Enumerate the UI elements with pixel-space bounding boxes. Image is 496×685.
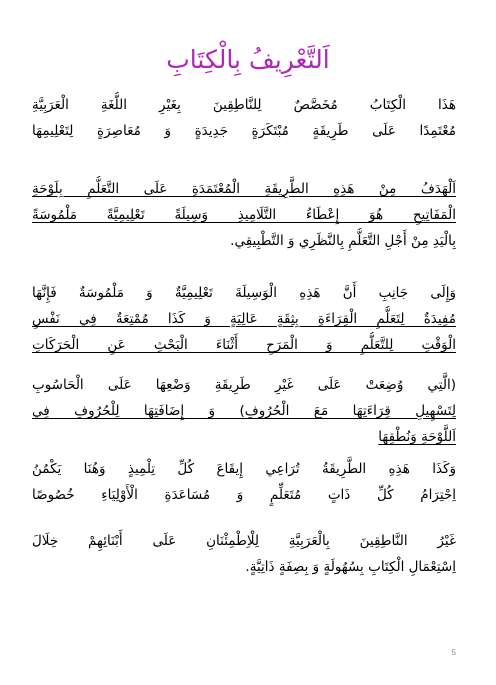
paragraph-line: اَلْهَدَفُ مِنْ هَذِهِ الطَّرِيقَةِ الْمُعْتَمَدَةِ عَلَى التَّعَلُّمِ بِلَوْحَةِ (32, 181, 456, 197)
paragraph-5 (32, 456, 456, 508)
paragraph-line: اَللَّوْحَةِ وَنُطْقِهَا (378, 429, 456, 445)
paragraph-line: هَذَا الْكِتَابُ مُخَصَّصٌ لِلنَّاطِقِينَ بِغَيْرِ اللُّغَةِ الْعَرَبِيَّةِ (32, 97, 456, 113)
paragraph-line: مُعْتَمِدًا عَلَى طَرِيقَةٍ مُبْتَكَرَةٍ جَدِيدَةٍ وَ مُعَاصِرَةٍ لِتَعْلِيمِهَا (32, 123, 456, 139)
page-number: 5 (451, 648, 456, 657)
paragraph-line: وَكَذَا هَذِهِ الطَّرِيقَةُ تُرَاعِي إِيقَاعَ كُلِّ تِلْمِيذٍ وَهُنَا يَكْمُنُ (32, 461, 456, 477)
paragraph-line: لِتَسْهِيلِ قِرَاءَتِهَا مَعَ الْحُرُوفِ) وَ إِضَافَتِهَا لِلْحُرُوفِ فِي (32, 403, 456, 419)
paragraph-line: غَيْرُ النَّاطِقِينَ بِالْعَرَبِيَّةِ لِلْاِطْمِئْنَانِ عَلَى أَبْنَائِهِمْ خِلَالَ (32, 533, 456, 549)
paragraph-line: الْمَفَاتِيحِ هُوَ إِعْطَاءُ التَّلَامِيذِ وَسِيلَةً تَعْلِيمِيَّةً مَلْمُوسَةً (32, 207, 456, 223)
page-title: اَلتَّعْرِيفُ بِالْكِتَابِ (166, 45, 330, 74)
paragraph-3 (32, 280, 456, 358)
paragraph-line: (الَّتِي وُضِعَتْ عَلَى غَيْرِ طَرِيقَةِ وَضْعِهَا عَلَى الْحَاسُوبِ (32, 377, 456, 393)
paragraph-line: اِحْتِرَامُ كُلِّ ذَاتٍ مُتَعَلِّمٍ وَ مُسَاعَدَةِ الْأَوْلِيَاءِ خُصُوصًا (32, 487, 456, 503)
paragraph-4 (32, 372, 456, 450)
paragraph-1 (32, 92, 456, 144)
paragraph-line: وَإِلَى جَانِبِ أَنَّ هَذِهِ الْوَسِيلَةَ تَعْلِيمِيَّةٌ وَ مَلْمُوسَةٌ فَإِنَّهَا (32, 285, 456, 301)
paragraph-line: اِسْتِعْمَالِ الْكِتَابِ بِسُهُولَةٍ وَ بِصِفَةٍ ذَاتِيَّةٍ. (245, 559, 456, 575)
paragraph-line: بِالْيَدِ مِنْ أَجْلِ التَّعَلُّمِ بِالنَّظَرِي وَ التَّطْبِيقِي. (230, 233, 456, 249)
paragraph-6 (32, 528, 456, 580)
paragraph-line: مُفِيدَةٌ لِتَعَلُّمِ الْقِرَاءَةِ بِثِقَةٍ عَالِيَةٍ وَ كَذَا مُمْتِعَةٌ فِي نَفْسِ (32, 311, 456, 327)
paragraph-2 (32, 176, 456, 254)
paragraph-line: الْوَقْتِ لِلتَّعَلُّمِ وَ الْمَرَحِ أَثْنَاءَ الْبَحْثِ عَنِ الْحَرَكَاتِ (32, 337, 456, 353)
